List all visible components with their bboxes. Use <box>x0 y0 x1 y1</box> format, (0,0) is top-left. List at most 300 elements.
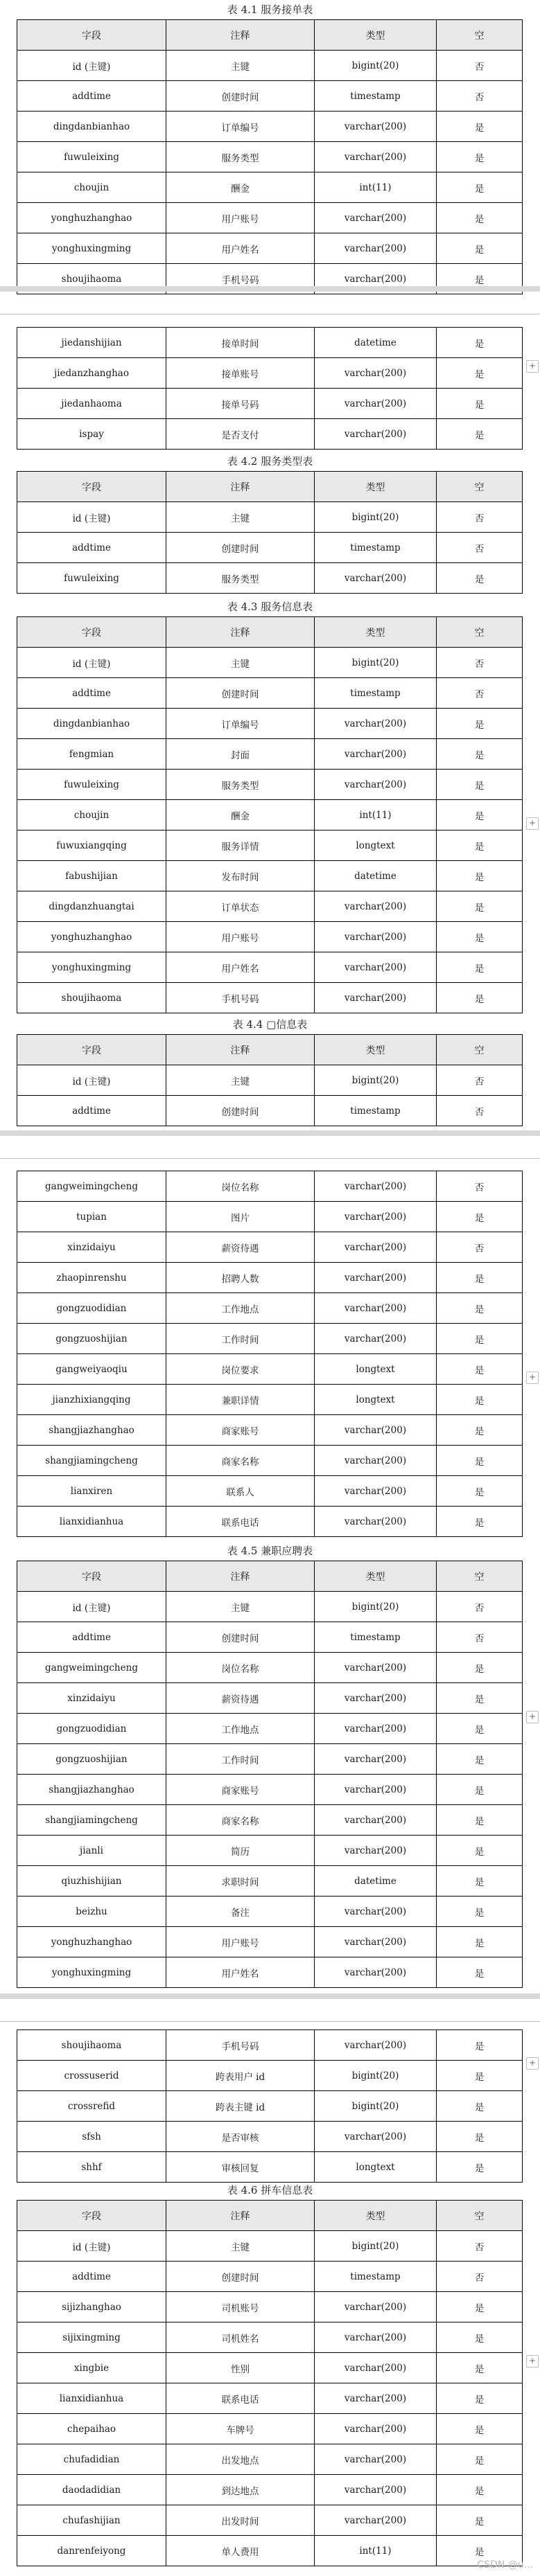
table-row <box>17 2292 523 2322</box>
comment-cell: 跨表用户 id <box>166 2061 315 2091</box>
table-row <box>17 358 523 389</box>
comment-cell: 商家账号 <box>166 1415 315 1446</box>
null-cell: 是 <box>437 1354 523 1385</box>
comment-cell: 招聘人数 <box>166 1263 315 1293</box>
null-cell: 是 <box>437 1293 523 1324</box>
field-cell: gangweimingcheng <box>17 1653 166 1683</box>
null-cell: 是 <box>437 419 523 450</box>
comment-cell: 是否支付 <box>166 419 315 450</box>
comment-cell: 创建时间 <box>166 2262 315 2292</box>
null-cell: 是 <box>437 983 523 1013</box>
comment-cell: 主键 <box>166 2231 315 2262</box>
field-cell: crossrefid <box>17 2091 166 2122</box>
null-cell: 否 <box>437 1592 523 1622</box>
null-cell: 否 <box>437 1622 523 1653</box>
type-cell: varchar(200) <box>315 563 437 594</box>
field-cell: choujin <box>17 172 166 203</box>
comment-cell: 发布时间 <box>166 861 315 891</box>
null-header: 空 <box>437 1561 523 1592</box>
field-cell: chufashijian <box>17 2505 166 2536</box>
type-cell: varchar(200) <box>315 739 437 770</box>
comment-cell: 图片 <box>166 1202 315 1232</box>
type-cell: longtext <box>315 830 437 861</box>
table-row <box>17 983 523 1013</box>
page-break <box>0 1993 540 1999</box>
table-row <box>17 2231 523 2262</box>
type-cell: longtext <box>315 1354 437 1385</box>
comment-cell: 服务类型 <box>166 770 315 800</box>
null-cell: 是 <box>437 1836 523 1866</box>
field-cell: jianli <box>17 1836 166 1866</box>
table-row <box>17 709 523 739</box>
comment-cell: 商家账号 <box>166 1775 315 1805</box>
table-row <box>17 1354 523 1385</box>
table-row <box>17 1385 523 1415</box>
type-cell: varchar(200) <box>315 1744 437 1775</box>
comment-cell: 车牌号 <box>166 2414 315 2444</box>
type-cell: bigint(20) <box>315 2061 437 2091</box>
field-cell: crossuserid <box>17 2061 166 2091</box>
data-table <box>17 616 523 1013</box>
type-cell: varchar(200) <box>315 983 437 1013</box>
data-table <box>17 327 523 450</box>
field-cell: chepaihao <box>17 2414 166 2444</box>
data-table <box>17 1561 523 1988</box>
expand-marker-icon[interactable]: + <box>526 2355 539 2368</box>
type-cell: varchar(200) <box>315 2475 437 2505</box>
field-cell: shoujihaoma <box>17 2030 166 2061</box>
comment-cell: 简历 <box>166 1836 315 1866</box>
field-cell: chufadidian <box>17 2444 166 2475</box>
table-row <box>17 1897 523 1927</box>
comment-cell: 工作地点 <box>166 1293 315 1324</box>
data-table <box>17 2200 523 2566</box>
type-cell: varchar(200) <box>315 1202 437 1232</box>
type-cell: varchar(200) <box>315 1836 437 1866</box>
field-cell: fengmian <box>17 739 166 770</box>
comment-header: 注释 <box>166 617 315 648</box>
field-cell: xinzidaiyu <box>17 1232 166 1263</box>
comment-header: 注释 <box>166 20 315 51</box>
comment-header: 注释 <box>166 1035 315 1065</box>
field-cell: fuwuleixing <box>17 770 166 800</box>
comment-cell: 跨表主键 id <box>166 2091 315 2122</box>
field-cell: dingdanbianhao <box>17 112 166 142</box>
null-cell: 是 <box>437 1263 523 1293</box>
field-cell: beizhu <box>17 1897 166 1927</box>
null-cell: 是 <box>437 739 523 770</box>
field-cell: dingdanbianhao <box>17 709 166 739</box>
type-cell: bigint(20) <box>315 1065 437 1096</box>
comment-cell: 手机号码 <box>166 2030 315 2061</box>
table-row <box>17 648 523 678</box>
type-cell: varchar(200) <box>315 2505 437 2536</box>
type-cell: timestamp <box>315 2262 437 2292</box>
comment-header: 注释 <box>166 2201 315 2231</box>
field-cell: id (主键) <box>17 51 166 81</box>
table-row <box>17 678 523 709</box>
comment-cell: 性别 <box>166 2353 315 2383</box>
type-cell: varchar(200) <box>315 1507 437 1537</box>
comment-cell: 岗位名称 <box>166 1171 315 1202</box>
table-row <box>17 2536 523 2566</box>
null-cell: 否 <box>437 1065 523 1096</box>
type-cell: datetime <box>315 328 437 358</box>
table-row <box>17 502 523 533</box>
page-break <box>0 1130 540 1136</box>
field-cell: gongzuoshijian <box>17 1324 166 1354</box>
comment-cell: 薪资待遇 <box>166 1683 315 1714</box>
null-cell: 是 <box>437 830 523 861</box>
comment-cell: 订单编号 <box>166 709 315 739</box>
field-cell: zhaopinrenshu <box>17 1263 166 1293</box>
field-cell: addtime <box>17 2262 166 2292</box>
table-row <box>17 922 523 952</box>
null-cell: 是 <box>437 203 523 233</box>
comment-cell: 酬金 <box>166 800 315 830</box>
field-cell: sijixingming <box>17 2322 166 2353</box>
null-cell: 否 <box>437 1232 523 1263</box>
type-header: 类型 <box>315 472 437 502</box>
type-cell: varchar(200) <box>315 1653 437 1683</box>
comment-cell: 主键 <box>166 1065 315 1096</box>
table-row <box>17 952 523 983</box>
field-cell: shangjiamingcheng <box>17 1805 166 1836</box>
table-caption: 表 4.3 服务信息表 <box>227 601 313 613</box>
table-row <box>17 81 523 112</box>
comment-cell: 手机号码 <box>166 983 315 1013</box>
table-row <box>17 2030 523 2061</box>
table-header-row <box>17 2201 523 2231</box>
type-cell: varchar(200) <box>315 1324 437 1354</box>
expand-marker-icon[interactable]: + <box>526 817 539 830</box>
type-cell: varchar(200) <box>315 358 437 389</box>
comment-cell: 订单状态 <box>166 891 315 922</box>
table-header-row <box>17 472 523 502</box>
null-cell: 是 <box>437 2152 523 2183</box>
type-cell: varchar(200) <box>315 709 437 739</box>
field-cell: jiedanhaoma <box>17 389 166 419</box>
null-cell: 是 <box>437 112 523 142</box>
table-caption: 表 4.5 兼职应聘表 <box>227 1545 313 1557</box>
comment-cell: 兼职详情 <box>166 1385 315 1415</box>
field-cell: danrenfeiyong <box>17 2536 166 2566</box>
type-cell: varchar(200) <box>315 1263 437 1293</box>
type-cell: varchar(200) <box>315 264 437 294</box>
null-cell: 是 <box>437 2122 523 2152</box>
expand-marker-icon[interactable]: + <box>526 1371 539 1384</box>
field-cell: fabushijian <box>17 861 166 891</box>
comment-cell: 出发地点 <box>166 2444 315 2475</box>
null-cell: 是 <box>437 2475 523 2505</box>
field-cell: tupian <box>17 1202 166 1232</box>
type-cell: varchar(200) <box>315 2383 437 2414</box>
table-row <box>17 142 523 172</box>
table-row <box>17 2383 523 2414</box>
table-row <box>17 861 523 891</box>
comment-cell: 用户账号 <box>166 203 315 233</box>
type-cell: varchar(200) <box>315 2122 437 2152</box>
comment-cell: 到达地点 <box>166 2475 315 2505</box>
type-cell: varchar(200) <box>315 142 437 172</box>
null-cell: 是 <box>437 2383 523 2414</box>
comment-cell: 主键 <box>166 648 315 678</box>
field-cell: yonghuxingming <box>17 1957 166 1988</box>
comment-cell: 出发时间 <box>166 2505 315 2536</box>
type-cell: varchar(200) <box>315 2292 437 2322</box>
comment-cell: 服务详情 <box>166 830 315 861</box>
type-header: 类型 <box>315 20 437 51</box>
type-cell: datetime <box>315 1866 437 1897</box>
comment-cell: 用户姓名 <box>166 952 315 983</box>
table-row <box>17 1957 523 1988</box>
table-row <box>17 1446 523 1476</box>
comment-cell: 创建时间 <box>166 678 315 709</box>
field-cell: lianxidianhua <box>17 2383 166 2414</box>
comment-header: 注释 <box>166 1561 315 1592</box>
field-cell: gangweimingcheng <box>17 1171 166 1202</box>
field-cell: id (主键) <box>17 648 166 678</box>
comment-cell: 商家名称 <box>166 1446 315 1476</box>
table-row <box>17 1805 523 1836</box>
data-table <box>17 1171 523 1537</box>
type-cell: bigint(20) <box>315 2231 437 2262</box>
type-cell: varchar(200) <box>315 1957 437 1988</box>
field-cell: gongzuodidian <box>17 1714 166 1744</box>
table-row <box>17 770 523 800</box>
table-row <box>17 1065 523 1096</box>
field-cell: id (主键) <box>17 1592 166 1622</box>
table-row <box>17 328 523 358</box>
data-table <box>17 1034 523 1126</box>
null-cell: 是 <box>437 2061 523 2091</box>
type-cell: varchar(200) <box>315 1683 437 1714</box>
field-cell: gongzuodidian <box>17 1293 166 1324</box>
type-cell: varchar(200) <box>315 1293 437 1324</box>
field-cell: daodadidian <box>17 2475 166 2505</box>
comment-cell: 接单时间 <box>166 328 315 358</box>
type-cell: varchar(200) <box>315 1714 437 1744</box>
field-cell: addtime <box>17 1622 166 1653</box>
comment-cell: 用户账号 <box>166 1927 315 1957</box>
type-cell: varchar(200) <box>315 112 437 142</box>
null-cell: 是 <box>437 1415 523 1446</box>
field-cell: jianzhixiangqing <box>17 1385 166 1415</box>
field-cell: sijizhanghao <box>17 2292 166 2322</box>
type-cell: varchar(200) <box>315 2322 437 2353</box>
field-cell: addtime <box>17 81 166 112</box>
comment-cell: 酬金 <box>166 172 315 203</box>
comment-cell: 创建时间 <box>166 1622 315 1653</box>
field-cell: shoujihaoma <box>17 264 166 294</box>
type-cell: varchar(200) <box>315 419 437 450</box>
comment-cell: 司机姓名 <box>166 2322 315 2353</box>
table-row <box>17 2061 523 2091</box>
null-cell: 是 <box>437 800 523 830</box>
comment-cell: 用户姓名 <box>166 1957 315 1988</box>
null-cell: 是 <box>437 2091 523 2122</box>
null-cell: 是 <box>437 1653 523 1683</box>
null-cell: 否 <box>437 678 523 709</box>
null-cell: 是 <box>437 1385 523 1415</box>
null-cell: 是 <box>437 233 523 264</box>
data-table <box>17 2029 523 2183</box>
table-row <box>17 563 523 594</box>
type-cell: varchar(200) <box>315 389 437 419</box>
table-row <box>17 1415 523 1446</box>
comment-cell: 服务类型 <box>166 142 315 172</box>
table-row <box>17 830 523 861</box>
comment-cell: 服务类型 <box>166 563 315 594</box>
field-cell: addtime <box>17 1096 166 1126</box>
field-cell: yonghuxingming <box>17 952 166 983</box>
table-row <box>17 533 523 563</box>
table-row <box>17 1592 523 1622</box>
table-header-row <box>17 617 523 648</box>
field-cell: xingbie <box>17 2353 166 2383</box>
table-row <box>17 1714 523 1744</box>
field-cell: qiuzhishijian <box>17 1866 166 1897</box>
field-header: 字段 <box>17 1561 166 1592</box>
comment-header: 注释 <box>166 472 315 502</box>
null-cell: 否 <box>437 1171 523 1202</box>
table-row <box>17 1202 523 1232</box>
comment-cell: 岗位要求 <box>166 1354 315 1385</box>
null-cell: 是 <box>437 1324 523 1354</box>
type-header: 类型 <box>315 617 437 648</box>
table-row <box>17 800 523 830</box>
type-cell: int(11) <box>315 800 437 830</box>
type-cell: varchar(200) <box>315 922 437 952</box>
type-cell: varchar(200) <box>315 952 437 983</box>
table-row <box>17 2475 523 2505</box>
table-caption: 表 4.6 拼车信息表 <box>227 2184 313 2196</box>
null-cell: 否 <box>437 2262 523 2292</box>
type-cell: timestamp <box>315 1622 437 1653</box>
null-cell: 否 <box>437 648 523 678</box>
type-header: 类型 <box>315 2201 437 2231</box>
comment-cell: 主键 <box>166 1592 315 1622</box>
table-caption: 表 4.1 服务接单表 <box>227 3 313 16</box>
type-cell: bigint(20) <box>315 648 437 678</box>
null-cell: 是 <box>437 770 523 800</box>
type-cell: timestamp <box>315 81 437 112</box>
expand-marker-icon[interactable]: + <box>526 360 539 373</box>
null-header: 空 <box>437 20 523 51</box>
table-row <box>17 1476 523 1507</box>
type-cell: varchar(200) <box>315 2353 437 2383</box>
type-cell: varchar(200) <box>315 1927 437 1957</box>
watermark: CSDN @u... <box>477 2559 533 2570</box>
null-cell: 是 <box>437 563 523 594</box>
field-cell: xinzidaiyu <box>17 1683 166 1714</box>
field-cell: jiedanshijian <box>17 328 166 358</box>
data-table <box>17 471 523 594</box>
comment-cell: 创建时间 <box>166 1096 315 1126</box>
table-row <box>17 1653 523 1683</box>
type-cell: bigint(20) <box>315 502 437 533</box>
comment-cell: 主键 <box>166 51 315 81</box>
type-cell: longtext <box>315 2152 437 2183</box>
field-cell: shangjiazhanghao <box>17 1775 166 1805</box>
null-header: 空 <box>437 472 523 502</box>
field-cell: jiedanzhanghao <box>17 358 166 389</box>
table-row <box>17 2152 523 2183</box>
field-cell: fuwuleixing <box>17 142 166 172</box>
type-cell: int(11) <box>315 172 437 203</box>
field-cell: gangweiyaoqiu <box>17 1354 166 1385</box>
table-row <box>17 1263 523 1293</box>
comment-cell: 创建时间 <box>166 81 315 112</box>
table-row <box>17 2262 523 2292</box>
table-row <box>17 2505 523 2536</box>
table-row <box>17 1507 523 1537</box>
comment-cell: 是否审核 <box>166 2122 315 2152</box>
table-row <box>17 2414 523 2444</box>
field-cell: shangjiazhanghao <box>17 1415 166 1446</box>
type-cell: varchar(200) <box>315 2030 437 2061</box>
null-cell: 是 <box>437 172 523 203</box>
field-header: 字段 <box>17 617 166 648</box>
type-cell: varchar(200) <box>315 233 437 264</box>
field-cell: gongzuoshijian <box>17 1744 166 1775</box>
comment-cell: 主键 <box>166 502 315 533</box>
expand-marker-icon[interactable]: + <box>526 2057 539 2070</box>
comment-cell: 创建时间 <box>166 533 315 563</box>
null-cell: 否 <box>437 51 523 81</box>
null-cell: 是 <box>437 891 523 922</box>
table-header-row <box>17 1035 523 1065</box>
null-cell: 是 <box>437 389 523 419</box>
null-cell: 是 <box>437 952 523 983</box>
field-header: 字段 <box>17 1035 166 1065</box>
expand-marker-icon[interactable]: + <box>526 1711 539 1723</box>
type-cell: varchar(200) <box>315 1232 437 1263</box>
type-cell: timestamp <box>315 678 437 709</box>
field-cell: sfsh <box>17 2122 166 2152</box>
type-cell: varchar(200) <box>315 891 437 922</box>
null-cell: 是 <box>437 1775 523 1805</box>
table-row <box>17 1775 523 1805</box>
comment-cell: 商家名称 <box>166 1805 315 1836</box>
field-cell: yonghuzhanghao <box>17 922 166 952</box>
field-cell: addtime <box>17 678 166 709</box>
comment-cell: 联系人 <box>166 1476 315 1507</box>
table-row <box>17 1293 523 1324</box>
type-header: 类型 <box>315 1561 437 1592</box>
null-cell: 否 <box>437 1096 523 1126</box>
null-header: 空 <box>437 617 523 648</box>
null-cell: 是 <box>437 2414 523 2444</box>
null-cell: 是 <box>437 358 523 389</box>
null-cell: 是 <box>437 709 523 739</box>
table-row <box>17 112 523 142</box>
table-row <box>17 891 523 922</box>
table-row <box>17 1866 523 1897</box>
type-cell: longtext <box>315 1385 437 1415</box>
table-row <box>17 739 523 770</box>
type-cell: varchar(200) <box>315 770 437 800</box>
comment-cell: 联系电话 <box>166 1507 315 1537</box>
type-cell: varchar(200) <box>315 1476 437 1507</box>
field-cell: yonghuzhanghao <box>17 203 166 233</box>
type-cell: varchar(200) <box>315 1171 437 1202</box>
field-cell: dingdanzhuangtai <box>17 891 166 922</box>
data-table <box>17 19 523 294</box>
type-cell: varchar(200) <box>315 2444 437 2475</box>
table-row <box>17 419 523 450</box>
null-cell: 是 <box>437 264 523 294</box>
